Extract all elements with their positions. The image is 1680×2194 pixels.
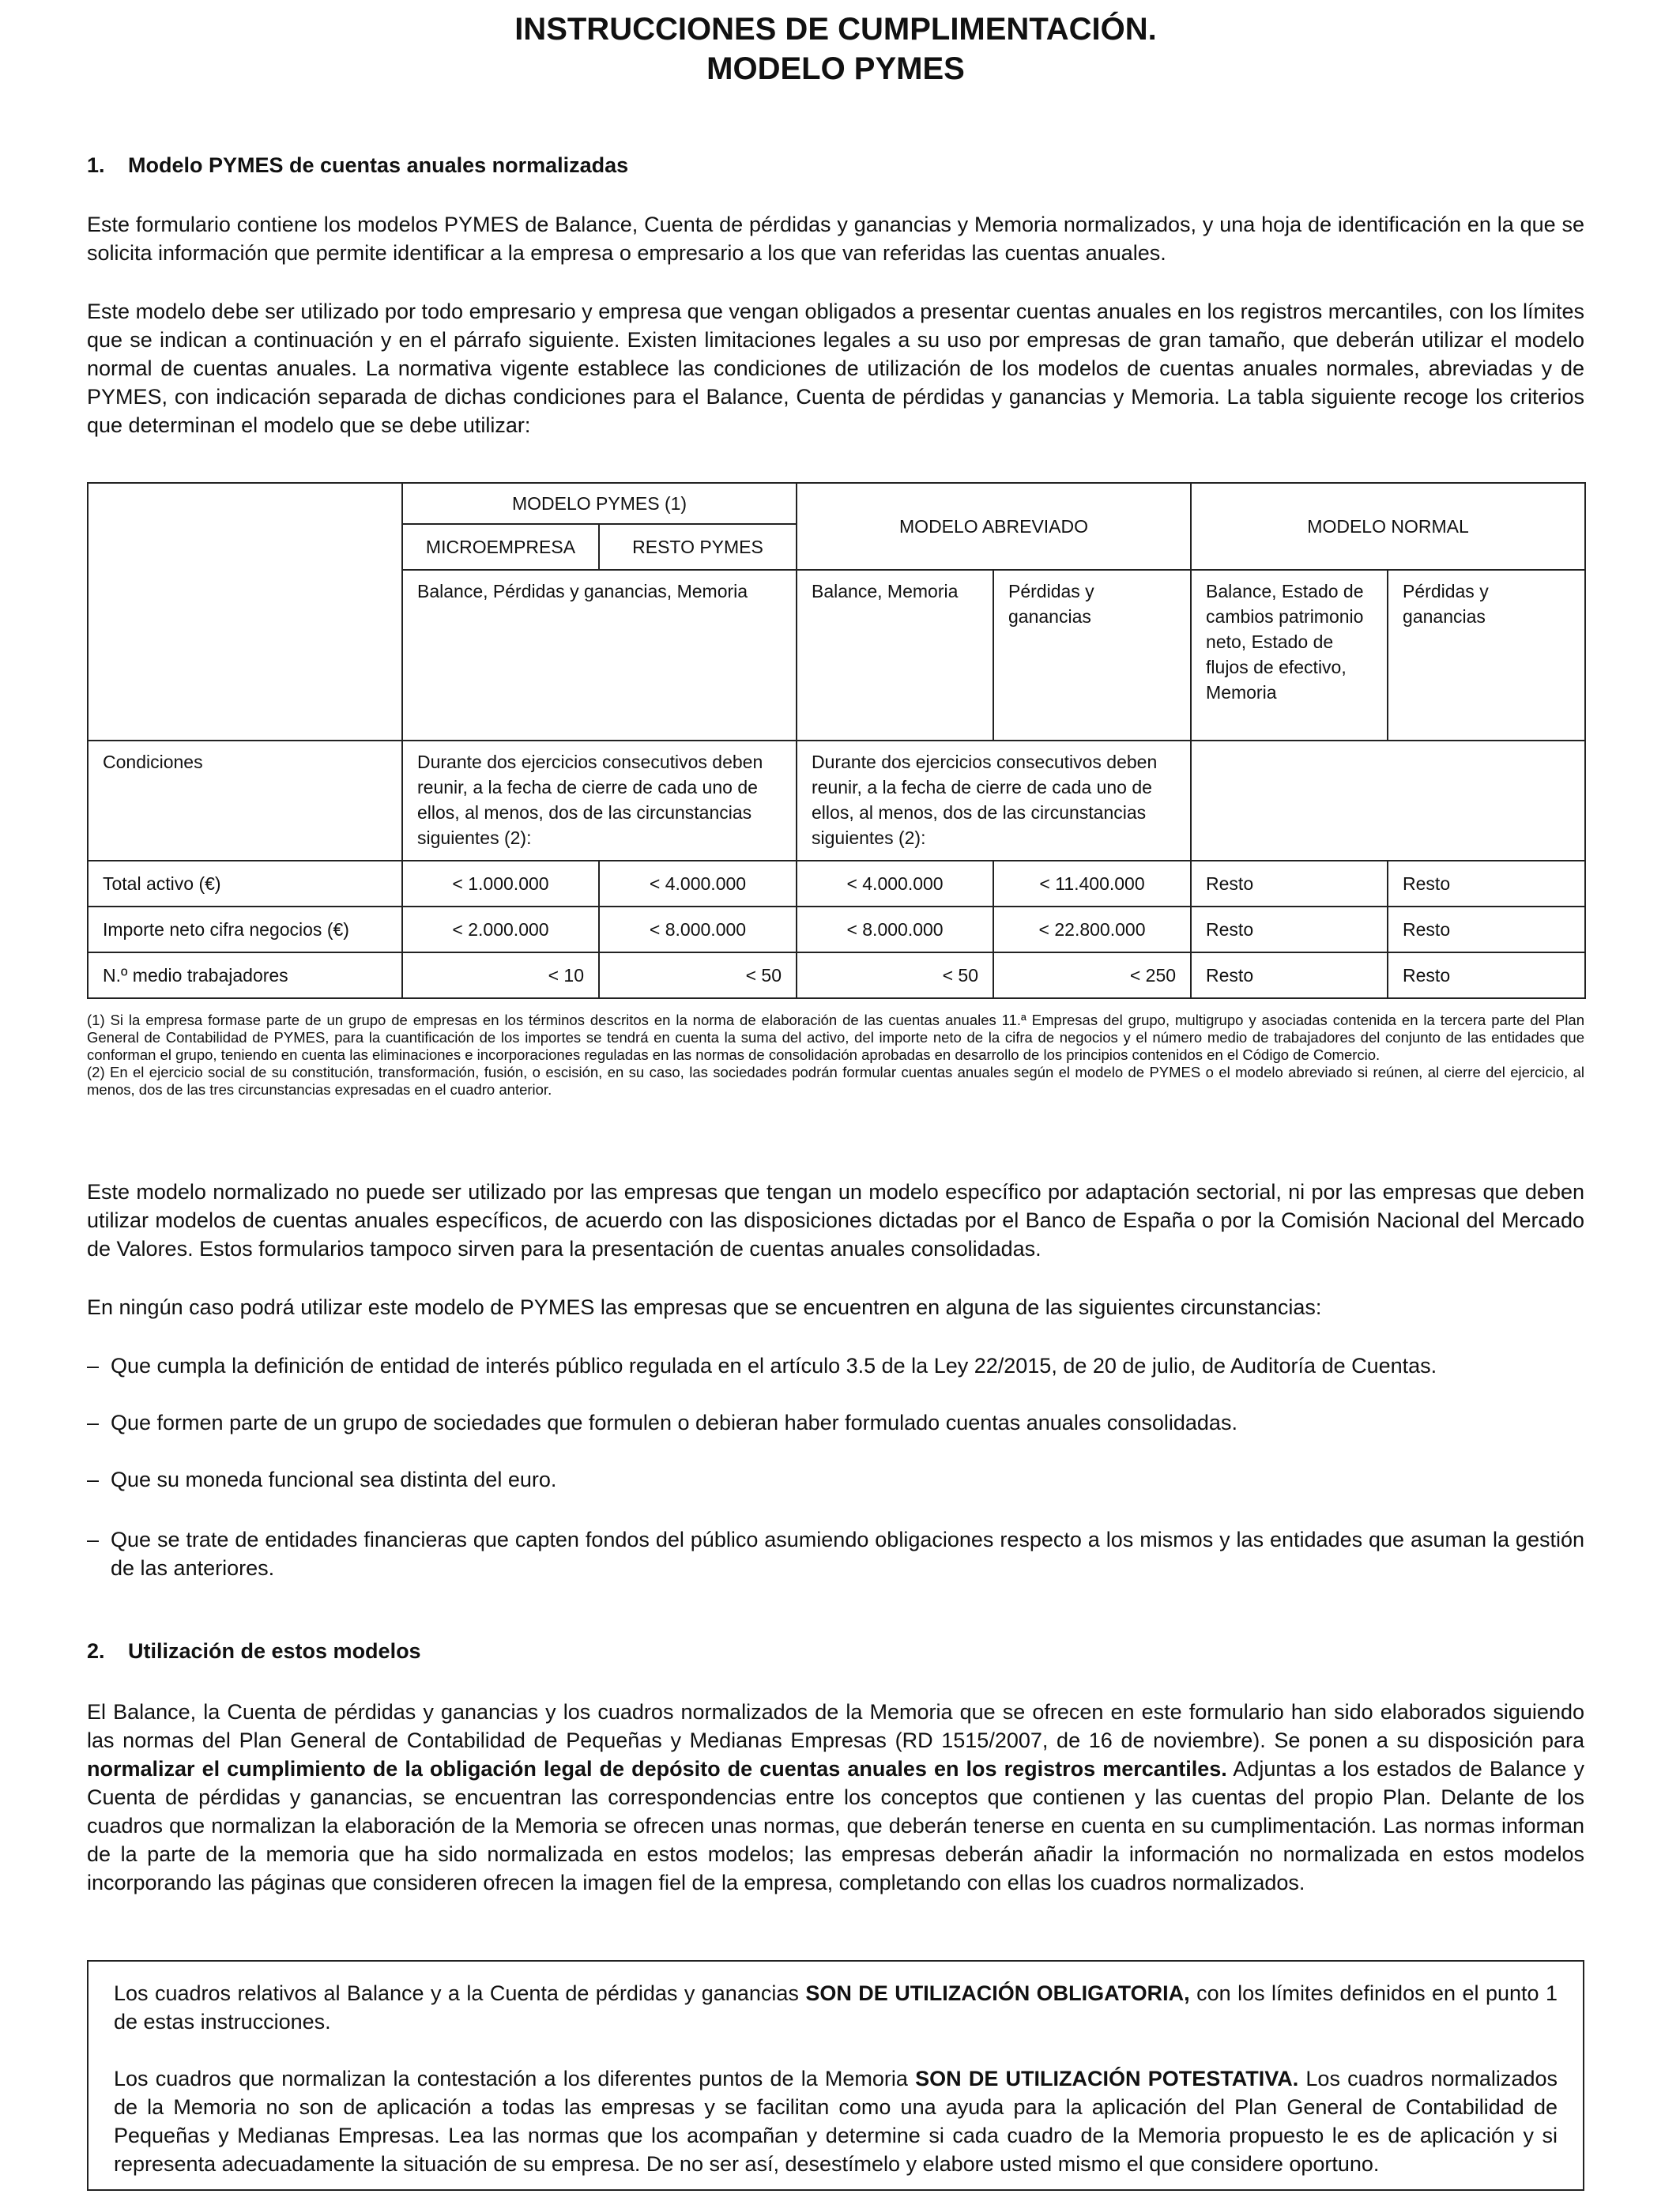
dash-marker: – — [87, 1468, 100, 1491]
section-1-paragraph-2: Este modelo debe ser utilizado por todo empresario y empresa que vengan obligados a presentar cuentas anuales en los registros mercantiles, con los límites que se indican a continuación y en el párrafo siguiente. Existen limitaciones legales a su uso por empresas de gran tamaño, que deberán utilizar el modelo normal de cuentas anuales. La normativa vigente establece las condiciones de utilización de los modelos de cuentas anuales normales, abreviadas y de PYMES, con indicación separada de dichas condiciones para el Balance, Cuenta de pérdidas y ganancias y Memoria. La tabla siguiente recoge los criterios que determinan el modelo que se debe utilizar: — [87, 300, 1584, 437]
list-item-text: Que su moneda funcional sea distinta del euro. — [111, 1468, 557, 1491]
cell-resto: < 4.000.000 — [599, 861, 797, 907]
section-1-paragraph-1: Este formulario contiene los modelos PYMES de Balance, Cuenta de pérdidas y ganancias y Memoria normalizados, y una hoja de identificación en la que se solicita información que permite identificar a la empresa o empresario a los que van referidas las cuentas anuales. — [87, 213, 1584, 265]
cell-normal-1: Resto — [1191, 861, 1388, 907]
cell-normal-2: Resto — [1388, 861, 1585, 907]
cell-abreviado-2: < 22.800.000 — [993, 907, 1191, 952]
list-item — [87, 1465, 1584, 1494]
section-1-title: Modelo PYMES de cuentas anuales normalizadas — [128, 153, 629, 177]
notice-1-end: con los límites definidos en el punto 1 de estas instrucciones. — [114, 1981, 1558, 2034]
footnote-2: (2) En el ejercicio social de su constitución, transformación, fusión, o escisión, en su caso, las sociedades podrán formular cuentas anuales según el modelo de PYMES o el modelo abreviado si reúnen, al cierre del ejercicio, al menos, dos de las tres circunstancias expresadas en el cuadro anterior. — [87, 1064, 1584, 1098]
row-label: N.º medio trabajadores — [88, 952, 402, 998]
cell-abreviado-2: < 11.400.000 — [993, 861, 1191, 907]
section-2-paragraph — [87, 1698, 1584, 1897]
cell-micro: < 1.000.000 — [402, 861, 599, 907]
notice-2-end: Los cuadros normalizados de la Memoria no son de aplicación a todas las empresas y se facilitan como una ayuda para la aplicación del Plan General de Contabilidad de Pequeñas y Medianas Empresas. Lea las normas que los acompañan y determine si cada cuadro de la Memoria propuesto le es de aplicación y si representa adecuadamente la situación de su empresa. De no ser así, desestímelo y elabore usted mismo el que considere oportuno. — [114, 2067, 1558, 2176]
section-1-heading — [87, 152, 628, 179]
cell-abreviado-1: < 8.000.000 — [797, 907, 993, 952]
cell-normal-1: Resto — [1191, 952, 1388, 998]
list-item — [87, 1351, 1584, 1380]
notice-paragraph-1 — [114, 1979, 1558, 2036]
title-line-1: INSTRUCCIONES DE CUMPLIMENTACIÓN. — [514, 12, 1157, 47]
section-2-title: Utilización de estos modelos — [128, 1639, 421, 1663]
notice-1-start: Los cuadros relativos al Balance y a la Cuenta de pérdidas y ganancias — [114, 1981, 806, 2005]
docs-normal-2: Pérdidas y ganancias — [1388, 570, 1585, 741]
notice-paragraph-2 — [114, 2064, 1558, 2178]
notice-2-bold: SON DE UTILIZACIÓN POTESTATIVA. — [915, 2067, 1299, 2090]
list-item-text: Que se trate de entidades financieras que capten fondos del público asumiendo obligaciones respecto a los mismos y las entidades que asuman la gestión de las anteriores. — [111, 1528, 1584, 1580]
section-2-number: 2. — [87, 1639, 105, 1663]
cell-resto: < 8.000.000 — [599, 907, 797, 952]
cell-abreviado-1: < 50 — [797, 952, 993, 998]
paragraph-4: En ningún caso podrá utilizar este modelo de PYMES las empresas que se encuentren en alguna de las siguientes circunstancias: — [87, 1295, 1322, 1319]
cell-resto: < 50 — [599, 952, 797, 998]
list-item — [87, 1525, 1584, 1582]
header-modelo-normal: MODELO NORMAL — [1191, 483, 1585, 570]
notice-2-start: Los cuadros que normalizan la contestación a los diferentes puntos de la Memoria — [114, 2067, 916, 2090]
dash-marker: – — [87, 1411, 100, 1434]
cell-micro: < 10 — [402, 952, 599, 998]
section-2-heading — [87, 1638, 421, 1664]
list-item — [87, 1408, 1584, 1437]
cell-micro: < 2.000.000 — [402, 907, 599, 952]
docs-normal-1: Balance, Estado de cambios patrimonio neto, Estado de flujos de efectivo, Memoria — [1191, 570, 1388, 741]
conditions-label: Condiciones — [88, 741, 402, 861]
list-item-text: Que cumpla la definición de entidad de interés público regulada en el artículo 3.5 de la Ley 22/2015, de 20 de julio, de Auditoría de Cuentas. — [111, 1354, 1437, 1378]
title-line-2: MODELO PYMES — [706, 51, 965, 86]
docs-abreviado-2: Pérdidas y ganancias — [993, 570, 1191, 741]
header-resto-pymes: RESTO PYMES — [599, 524, 797, 570]
dash-marker: – — [87, 1354, 100, 1378]
docs-pymes: Balance, Pérdidas y ganancias, Memoria — [402, 570, 797, 741]
table-footnotes — [87, 1012, 1584, 1099]
cell-normal-2: Resto — [1388, 907, 1585, 952]
section-2-text-bold: normalizar el cumplimiento de la obligación legal de depósito de cuentas anuales en los registros mercantiles. — [87, 1757, 1227, 1781]
header-modelo-abreviado: MODELO ABREVIADO — [797, 483, 1191, 570]
conditions-pymes: Durante dos ejercicios consecutivos deben reunir, a la fecha de cierre de cada uno de ellos, al menos, dos de las circunstancias siguientes (2): — [402, 741, 797, 861]
cell-abreviado-2: < 250 — [993, 952, 1191, 998]
document-title — [87, 9, 1584, 89]
row-label: Total activo (€) — [88, 861, 402, 907]
conditions-normal-empty — [1191, 741, 1585, 861]
footnote-1: (1) Si la empresa formase parte de un grupo de empresas en los términos descritos en la norma de elaboración de las cuentas anuales 11.ª Empresas del grupo, multigrupo y asociadas contenida en la tercera parte del Plan General de Contabilidad de PYMES, para la cuantificación de los importes se tendrá en cuenta la suma del activo, del importe neto de la cifra de negocios y el número medio de trabajadores del conjunto de las entidades que conforman el grupo, teniendo en cuenta las eliminaciones e incorporaciones reguladas en las normas de consolidación aprobadas en desarrollo de los principios contenidos en el Código de Comercio. — [87, 1012, 1584, 1063]
row-label: Importe neto cifra negocios (€) — [88, 907, 402, 952]
dash-marker: – — [87, 1528, 100, 1551]
docs-abreviado-1: Balance, Memoria — [797, 570, 993, 741]
header-microempresa: MICROEMPRESA — [402, 524, 599, 570]
notice-1-bold: SON DE UTILIZACIÓN OBLIGATORIA, — [805, 1981, 1190, 2005]
cell-normal-2: Resto — [1388, 952, 1585, 998]
header-modelo-pymes: MODELO PYMES (1) — [402, 483, 797, 524]
table-row — [88, 907, 1585, 952]
cell-normal-1: Resto — [1191, 907, 1388, 952]
section-1-number: 1. — [87, 153, 105, 177]
section-2-text-end: Adjuntas a los estados de Balance y Cuenta de pérdidas y ganancias, se encuentran las correspondencias entre los conceptos que contienen y las cuentas del propio Plan. Delante de los cuadros que normalizan la elaboración de la Memoria se ofrecen unas normas, que deberán tenerse en cuenta en su cumplimentación. Las normas informan de la parte de la memoria que ha sido normalizada en estos modelos; las empresas deberán añadir la información no normalizada en estos modelos incorporando las páginas que consideren ofrecen la imagen fiel de la empresa, completando con ellas los cuadros normalizados. — [87, 1757, 1585, 1894]
list-item-text: Que formen parte de un grupo de sociedades que formulen o debieran haber formulado cuentas anuales consolidadas. — [111, 1411, 1237, 1434]
paragraph-3: Este modelo normalizado no puede ser utilizado por las empresas que tengan un modelo específico por adaptación sectorial, ni por las empresas que deben utilizar modelos de cuentas anuales específicos, de acuerdo con las disposiciones dictadas por el Banco de España o por la Comisión Nacional del Mercado de Valores. Estos formularios tampoco sirven para la presentación de cuentas anuales consolidadas. — [87, 1180, 1584, 1261]
model-criteria-table — [87, 482, 1586, 999]
section-2-text-start: El Balance, la Cuenta de pérdidas y ganancias y los cuadros normalizados de la Memoria que se ofrecen en este formulario han sido elaborados siguiendo las normas del Plan General de Contabilidad de Pequeñas y Medianas Empresas (RD 1515/2007, de 16 de noviembre). Se ponen a su disposición para — [87, 1700, 1584, 1752]
notice-box — [87, 1960, 1584, 2191]
table-row — [88, 861, 1585, 907]
conditions-abreviado: Durante dos ejercicios consecutivos deben reunir, a la fecha de cierre de cada uno de ellos, al menos, dos de las circunstancias siguientes (2): — [797, 741, 1191, 861]
cell-abreviado-1: < 4.000.000 — [797, 861, 993, 907]
table-corner-cell — [88, 483, 402, 741]
table-row — [88, 952, 1585, 998]
